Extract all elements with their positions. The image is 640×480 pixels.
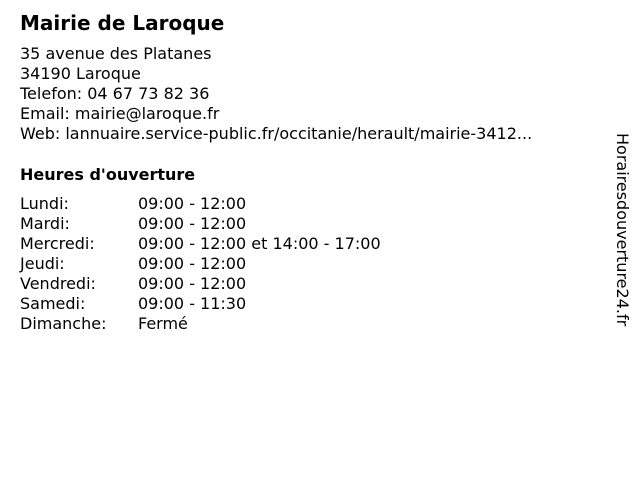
- time-value: 09:00 - 11:30: [138, 294, 247, 313]
- hours-row-mercredi: [20, 234, 600, 254]
- site-watermark: Horairesdouverture24.fr: [613, 133, 632, 327]
- time-value: 09:00 - 12:00: [138, 214, 247, 233]
- time-value: 09:00 - 12:00: [138, 194, 247, 213]
- email-line: Email: mairie@laroque.fr: [20, 104, 220, 123]
- web-line: Web: lannuaire.service-public.fr/occitanie/herault/mairie-3412...: [20, 124, 533, 143]
- hours-row-mardi: [20, 214, 600, 234]
- day-label: Lundi:: [20, 194, 69, 213]
- opening-hours-table: [20, 194, 600, 334]
- hours-row-dimanche: [20, 314, 600, 334]
- day-label: Vendredi:: [20, 274, 96, 293]
- time-value: 09:00 - 12:00: [138, 254, 247, 273]
- hours-row-lundi: [20, 194, 600, 214]
- day-label: Samedi:: [20, 294, 86, 313]
- address-street: 35 avenue des Platanes: [20, 44, 212, 63]
- time-value: Fermé: [138, 314, 188, 333]
- time-value: 09:00 - 12:00 et 14:00 - 17:00: [138, 234, 381, 253]
- address-city: 34190 Laroque: [20, 64, 141, 83]
- day-label: Jeudi:: [20, 254, 65, 273]
- hours-row-jeudi: [20, 254, 600, 274]
- day-label: Mardi:: [20, 214, 70, 233]
- time-value: 09:00 - 12:00: [138, 274, 247, 293]
- hours-row-samedi: [20, 294, 600, 314]
- day-label: Dimanche:: [20, 314, 107, 333]
- hours-row-vendredi: [20, 274, 600, 294]
- mairie-info-card: [20, 10, 600, 334]
- day-label: Mercredi:: [20, 234, 95, 253]
- opening-hours-heading: Heures d'ouverture: [20, 165, 196, 184]
- phone-line: Telefon: 04 67 73 82 36: [20, 84, 210, 103]
- mairie-title: Mairie de Laroque: [20, 11, 225, 35]
